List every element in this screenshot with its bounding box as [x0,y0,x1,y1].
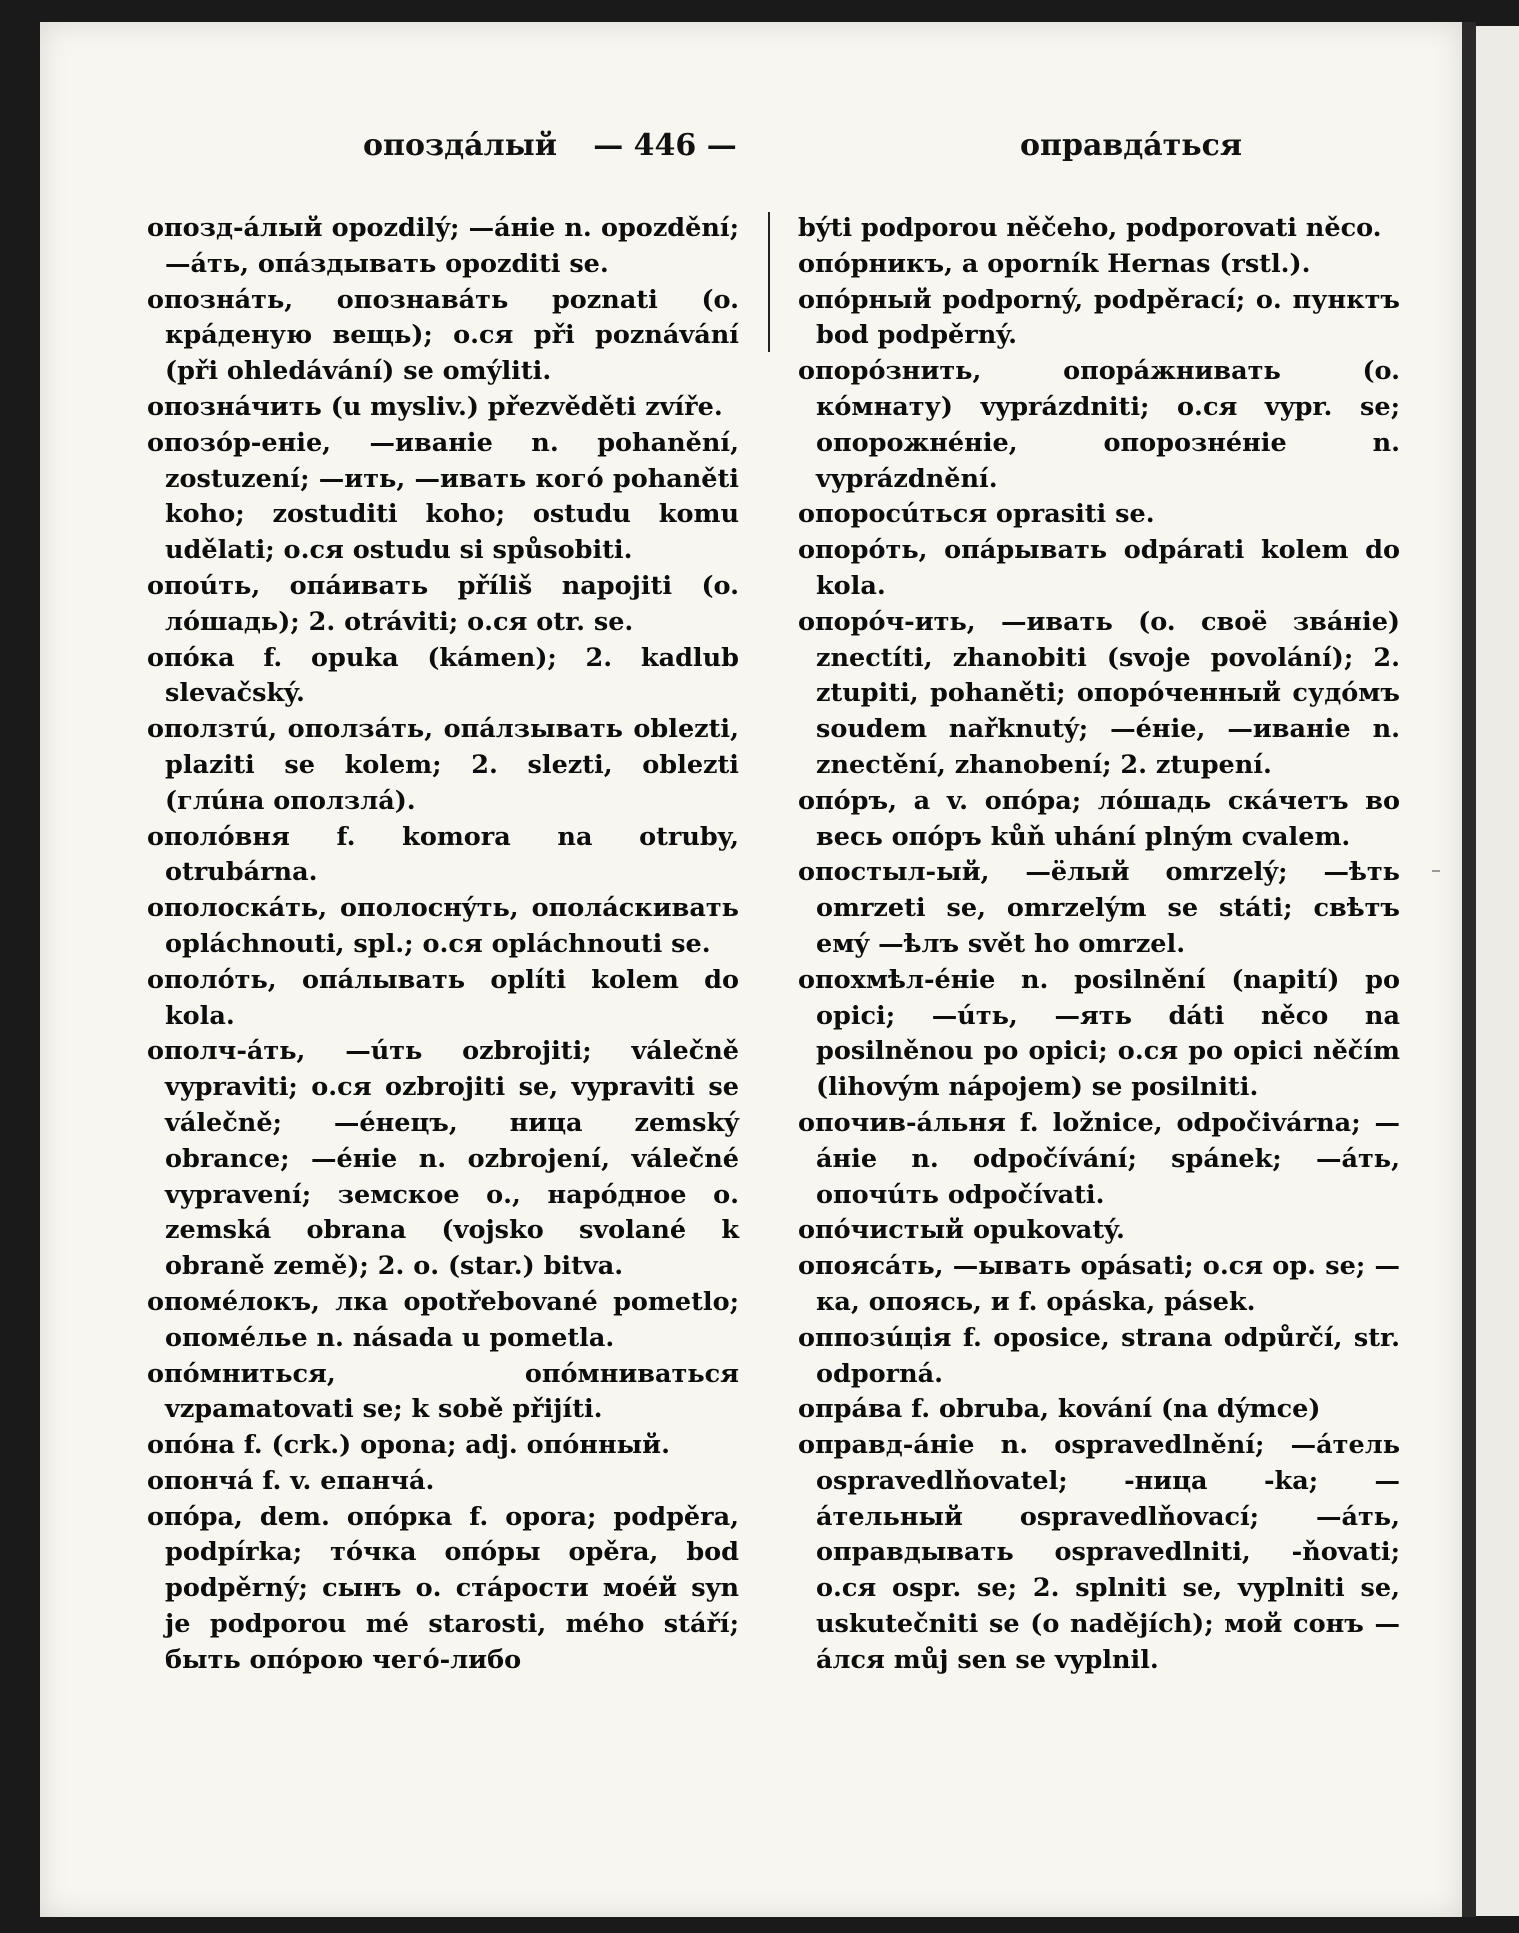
margin-mark [1432,870,1440,872]
entry: опомéлокъ, лка opotřebované pometlo; опомéлье n. násada u pometla. [147,1286,739,1353]
next-page-edge [1476,26,1519,1916]
entry: опóмниться, опóмниваться vzpamatovati se; k sobě přijíti. [147,1358,739,1425]
right-column [798,211,1400,1679]
entry: ополоскáть, ополоснýть, ополáскивать opláchnouti, spl.; о.ся opláchnouti se. [147,893,739,959]
entry: ополóвня f. komora na otruby, otrubárna. [147,821,739,888]
entry: опозóр-еніе, —иваніе n. pohanění, zostuzení; —ить, —ивать когó pohaněti koho; zostuditi koho; ostudu komu udělati; о.ся ostudu si spůsobiti. [147,427,739,566]
left-column [147,211,739,1679]
entry: оппозúція f. oposice, strana odpůrčí, str. odporná. [798,1322,1400,1389]
entry: ополóть, опáлывать oplíti kolem do kola. [147,964,739,1031]
entry: опóра, dem. опóрка f. opora; podpěra, podpírka; тóчка опóры opěra, bod podpěrný; сынъ о. стáрости моéй syn je podporou mé starosti, mého stáří; быть опóрою чегó-либо [147,1501,739,1675]
entry: опончá f. v. епанчá. [147,1465,435,1496]
entry: býti podporou něčeho, podporovati něco. [798,213,1382,243]
header-first-entry: опоздáлый [363,128,558,163]
entry: опочив-áльня f. ložnice, odpočivárna; —áніе n. odpočívání; spánek; —áть, опочúть odpočívati. [798,1107,1400,1210]
entry: опóрникъ, а oporník Hernas (rstl.). [798,248,1311,279]
entry: опознáчить (u mysliv.) přezvěděti zvíře. [147,391,723,422]
entry: опóрный podporný, podpěrací; о. пунктъ bod podpěrný. [798,284,1400,351]
running-header [105,128,1243,168]
entry: опохмѣл-éніе n. posilnění (napití) po opici; —úть, —ять dáti něco na posilněnou po opici; о.ся po opici něčím (lihovým nápojem) se posilniti. [798,964,1400,1103]
entry: опóръ, а v. опóра; лóшадь скáчетъ во весь опóръ kůň uhání plným cvalem. [798,785,1400,852]
page-number: — 446 — [593,128,737,163]
entry: опорóть, опáрывать odpárati kolem do kola. [798,535,1400,601]
entry: оползтú, оползáть, опáлзывать oblezti, plaziti se kolem; 2. slezti, oblezti (глúна оползлá). [147,714,739,816]
entry: опорóзнить, опорáжнивать (o. кóмнату) vyprázdniti; о.ся vypr. se; опорожнéніе, опорознéніе n. vyprázdnění. [798,356,1400,494]
entry: опознáть, опознавáть poznati (o. крáденую вещь); о.ся při poznávání (při ohledávání) se omýliti. [147,284,739,387]
entry: ополч-áть, —úть ozbrojiti; válečně vypraviti; о.ся ozbrojiti se, vypraviti se válečně; —éнецъ, ница zemský obrance; —éніе n. ozbrojení, válečné vypravení; земское о., нарóдное о. zemská obrana (vojsko svolané k obraně země); 2. о. (star.) bitva. [147,1036,739,1282]
header-last-entry: оправдáться [1020,128,1243,163]
entry: опоúть, опáивать příliš napojiti (o. лóшадь); 2. otráviti; о.ся otr. se. [147,570,739,637]
entry: опозд-áлый opozdilý; —áніе n. opozdění; —áть, опáздывать opozditi se. [147,213,739,279]
entry: опостыл-ый, —ёлый omrzelý; —ѣть omrzeti se, omrzelým se státi; свѣтъ емý —ѣлъ svět ho omrzel. [798,857,1400,959]
entry: опоясáть, —ывать opásati; о.ся op. se; —ка, опоясь, и f. opáska, pásek. [798,1251,1400,1317]
entry: опорóч-ить, —ивать (o. своё звáніе) znectíti, zhanobiti (svoje povolání); 2. ztupiti, pohaněti; опорóченный судóмъ soudem nařknutý; —éніе, —иваніе n. znectění, zhanobení; 2. ztupení. [798,606,1400,780]
entry: опоросúться oprasiti se. [798,499,1155,530]
entry: опóка f. opuka (kámen); 2. kadlub slevačský. [147,642,739,709]
entry: оправд-áніе n. ospravedlnění; —áтель ospravedlňovatel; -ница -ka; —áтельный ospravedlňovací; —áть, оправдывать ospravedlniti, -ňovati; о.ся ospr. se; 2. splniti se, vyplniti se, uskutečniti se (o nadějích); мой сонъ —áлся můj sen se vyplnil. [798,1430,1400,1675]
entry: опрáва f. obruba, kování (na dýmce) [798,1394,1321,1425]
entry: опóна f. (crk.) opona; adj. опóнный. [147,1430,670,1461]
entry: опóчистый opukovatý. [798,1215,1125,1246]
page-edge [1462,22,1476,1917]
column-divider [768,212,770,352]
